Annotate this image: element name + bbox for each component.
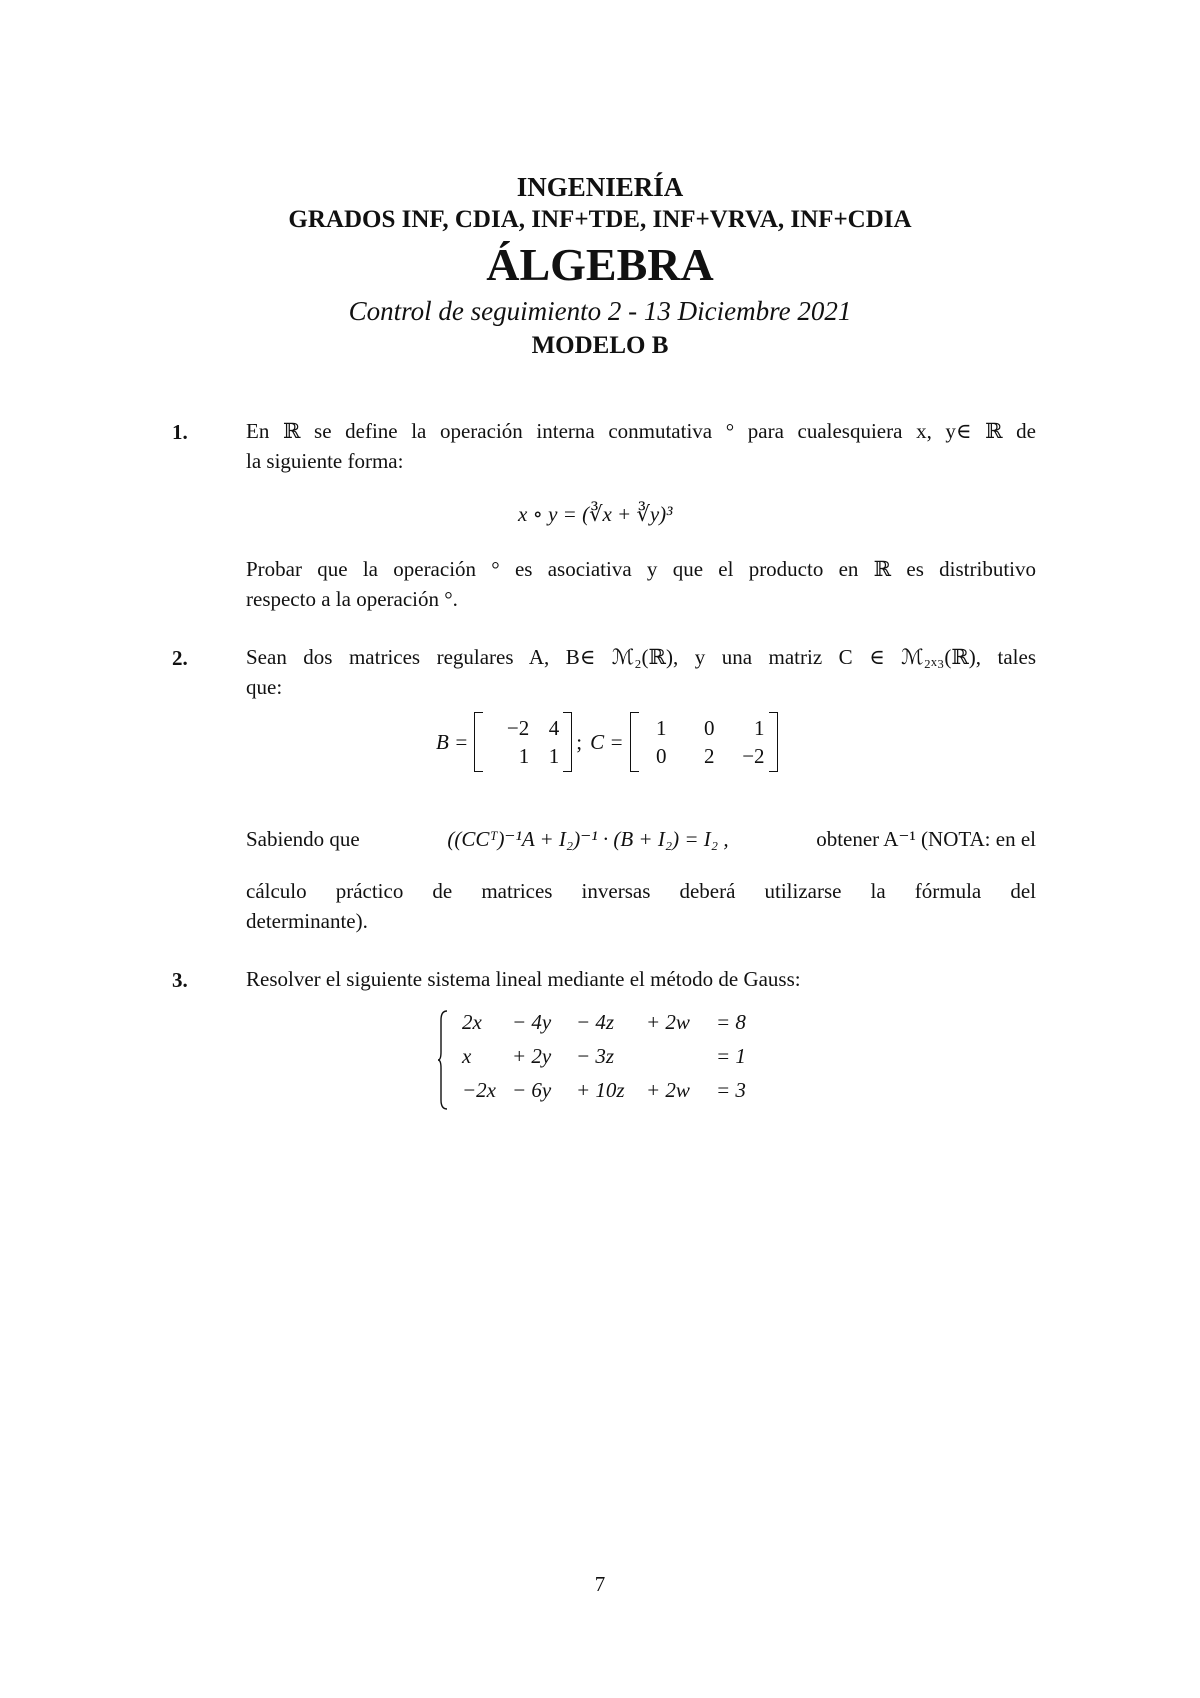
- system-term: [646, 1042, 716, 1070]
- matrix-c-cell: 1: [656, 716, 667, 740]
- matrix-separator: ;: [576, 729, 583, 754]
- problem-1-text-line-2: respecto a la operación °.: [246, 587, 458, 611]
- system-term: = 1: [716, 1044, 746, 1068]
- problem-3-number: 3.: [172, 968, 188, 992]
- system-term: + 10z: [576, 1078, 625, 1102]
- matrix-c-cell: −2: [742, 744, 765, 768]
- matrix-c-cell: 2: [704, 744, 715, 768]
- system-term: + 2w: [646, 1010, 690, 1034]
- linear-system: [462, 1008, 766, 1104]
- matrix-c: [639, 715, 769, 769]
- matrix-c-cell: 0: [656, 744, 667, 768]
- system-term: 2x: [462, 1010, 482, 1034]
- model-label: MODELO B: [531, 332, 669, 359]
- matrix-b-left-bracket: [474, 712, 483, 772]
- problem-2-line-1: Sean dos matrices regulares A, B∈ ℳ₂(ℝ), y una matriz C ∈ ℳ₂ₓ₃(ℝ), tales: [246, 645, 1036, 669]
- system-brace: [438, 1010, 448, 1110]
- system-term: = 3: [716, 1078, 746, 1102]
- problem-3-line-1: Resolver el siguiente sistema lineal mediante el método de Gauss:: [246, 967, 801, 991]
- system-term: + 2y: [512, 1044, 552, 1068]
- problem-2-line-4: cálculo práctico de matrices inversas deberá utilizarse la fórmula del: [246, 879, 1036, 903]
- matrix-c-left-bracket: [630, 712, 639, 772]
- system-term: −2x: [462, 1078, 496, 1102]
- system-term: + 2w: [646, 1078, 690, 1102]
- system-term: − 4y: [512, 1010, 552, 1034]
- problem-2-line-2: que:: [246, 675, 283, 699]
- condition-end: obtener A⁻¹ (NOTA: en el: [816, 827, 1036, 851]
- matrix-b-cell: −2: [506, 716, 530, 740]
- problem-1-formula: x ∘ y = (∛x + ∛y)³: [518, 502, 673, 526]
- matrix-c-cell: 0: [704, 716, 715, 740]
- system-term: − 4z: [576, 1010, 615, 1034]
- matrix-b-cell: 1: [548, 744, 560, 768]
- problem-1-line-2: la siguiente forma:: [246, 449, 404, 473]
- matrix-c-right-bracket: [769, 712, 778, 772]
- system-term: − 6y: [512, 1078, 552, 1102]
- page-number: 7: [594, 1572, 606, 1596]
- problem-2-number: 2.: [172, 646, 188, 670]
- matrix-c-cell: 1: [754, 716, 765, 740]
- degrees-heading: GRADOS INF, CDIA, INF+TDE, INF+VRVA, INF+CDIA: [288, 206, 912, 233]
- exam-subtitle: Control de seguimiento 2 - 13 Diciembre 2021: [348, 296, 852, 326]
- problem-1-line-1: En ℝ se define la operación interna conmutativa ° para cualesquiera x, y∈ ℝ de: [246, 419, 1036, 443]
- matrix-b: [483, 715, 563, 769]
- system-term: = 8: [716, 1010, 746, 1034]
- matrices-row: [436, 712, 778, 772]
- matrix-c-label: C =: [590, 729, 624, 754]
- system-term: − 3z: [576, 1044, 615, 1068]
- matrix-b-cell: 1: [518, 744, 530, 768]
- system-term: x: [462, 1044, 472, 1068]
- matrix-b-right-bracket: [563, 712, 572, 772]
- problem-1-number: 1.: [172, 420, 188, 444]
- problem-1-text-line-1: Probar que la operación ° es asociativa y que el producto en ℝ es distributivo: [246, 557, 1036, 581]
- condition-formula: ((CCᵀ)⁻¹A + I₂)⁻¹ · (B + I₂) = I₂ ,: [447, 827, 729, 851]
- problem-2-condition-line: [246, 824, 1036, 854]
- school-heading: INGENIERÍA: [516, 172, 684, 202]
- condition-start: Sabiendo que: [246, 827, 360, 851]
- matrix-b-label: B =: [436, 729, 469, 754]
- subject-title: ÁLGEBRA: [486, 239, 714, 290]
- matrix-b-cell: 4: [548, 716, 560, 740]
- problem-2-line-5: determinante).: [246, 909, 368, 933]
